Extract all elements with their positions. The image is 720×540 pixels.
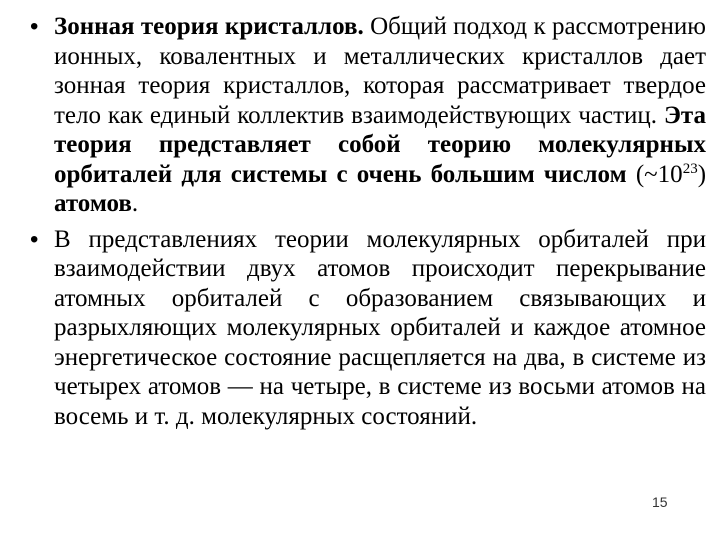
body-text: Общий подход к рассмотрению ионных, ковалентных и металлических кристаллов дает зонная теория кристаллов, которая рассматривает твердое тело как единый коллектив взаимодействующих частиц. bbox=[54, 13, 706, 129]
paren-close: ) bbox=[697, 160, 707, 188]
section-heading: Зонная теория кристаллов. bbox=[54, 13, 364, 40]
bullet-paragraph: В представлениях теории молекулярных орбиталей при взаимодействии двух атомов происходит перекрывание атомных орбиталей с образованием связывающих и разрыхляющих молекулярных орбиталей и каждое атомное энергетическое состояние расщепляется на два, в системе из четырех атомов — на четыре, в системе из восьми атомов на восемь и т. д. молекулярных состояний. bbox=[54, 225, 706, 430]
bullet-item-mo-theory bbox=[30, 225, 706, 432]
exponent: 23 bbox=[682, 160, 698, 177]
bullet-paragraph bbox=[54, 12, 706, 219]
paren-open: (~10 bbox=[635, 160, 683, 188]
period: . bbox=[131, 190, 139, 217]
bullet-list bbox=[30, 12, 706, 431]
page-number: 15 bbox=[652, 494, 668, 510]
bullet-marker: • bbox=[30, 13, 39, 40]
bullet-item-band-theory bbox=[30, 12, 706, 219]
emphasis-text: Эта теория представляет собой теорию молекулярных орбиталей для системы с очень большим числом bbox=[54, 101, 707, 188]
atoms-word: атомов bbox=[54, 190, 132, 217]
bullet-marker: • bbox=[30, 225, 39, 253]
